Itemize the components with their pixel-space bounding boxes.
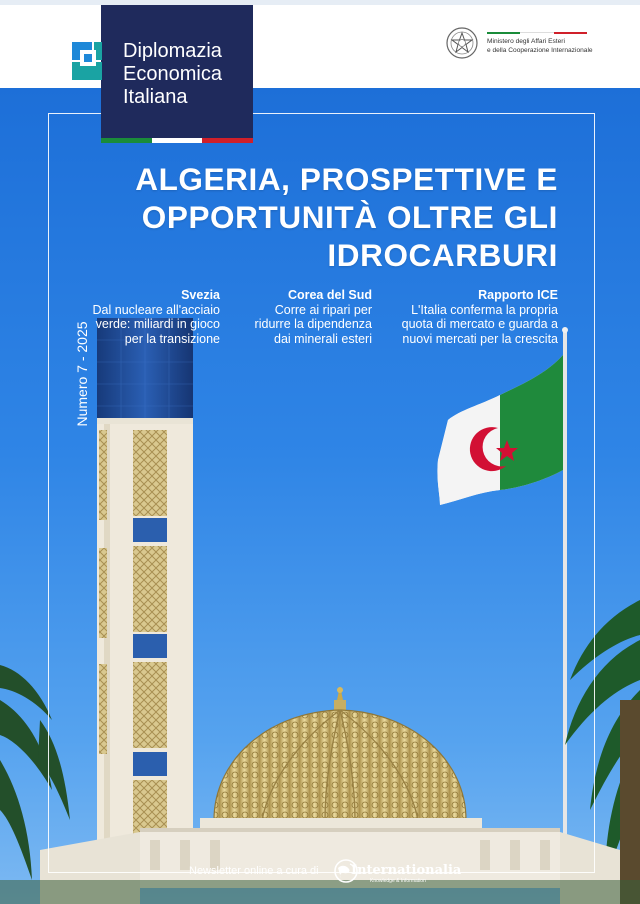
story-teaser-ice-report[interactable]: [402, 288, 558, 346]
brand-title-line: Economica: [123, 63, 222, 85]
brand-title: [123, 40, 222, 109]
brand-flag-stripe: [101, 138, 253, 143]
ministry-name-line: e della Cooperazione Internazionale: [487, 46, 593, 54]
cover-footer: [0, 855, 640, 891]
ministry-logo: [445, 24, 615, 66]
story-line: Corre ai ripari per: [274, 302, 372, 317]
ministry-flag-stripe: [487, 32, 587, 34]
story-line: ridurre la dipendenza: [254, 317, 372, 331]
story-title: Corea del Sud: [287, 288, 372, 302]
cover-headline: [98, 160, 558, 274]
publisher-tagline: Knowledge & Information: [370, 878, 426, 884]
story-line: Dal nucleare all'acciaio: [92, 302, 220, 317]
headline-line: OPPORTUNITÀ OLTRE GLI: [141, 199, 558, 235]
ministry-name: [487, 38, 617, 55]
brand-block: [101, 5, 253, 143]
story-teaser-south-korea[interactable]: [255, 288, 372, 346]
headline-line: ALGERIA, PROSPETTIVE E: [135, 161, 558, 197]
story-line: verde: miliardi in gioco: [95, 317, 220, 331]
story-line: L'Italia conferma la propria: [411, 302, 558, 317]
story-line: quota di mercato e guarda a: [401, 317, 558, 331]
story-line: dai minerali esteri: [274, 331, 372, 346]
brand-logo-icon: [72, 42, 116, 82]
ministry-name-line: Ministero degli Affari Esteri: [487, 38, 565, 45]
story-line: nuovi mercati per la crescita: [402, 331, 558, 346]
publisher-name[interactable]: Internationalia: [351, 863, 462, 878]
story-teaser-sweden[interactable]: [93, 288, 220, 346]
story-title: Svezia: [181, 288, 220, 302]
story-line: per la transizione: [124, 331, 220, 346]
footer-credit: Newsletter online a cura di: [189, 865, 319, 877]
issue-number: Numero 7 - 2025: [74, 321, 90, 427]
brand-title-line: Italiana: [123, 86, 188, 108]
headline-line: IDROCARBURI: [327, 237, 558, 273]
story-title: Rapporto ICE: [478, 288, 558, 302]
brand-title-line: Diplomazia: [123, 40, 222, 62]
italian-republic-emblem-icon: [445, 26, 479, 60]
